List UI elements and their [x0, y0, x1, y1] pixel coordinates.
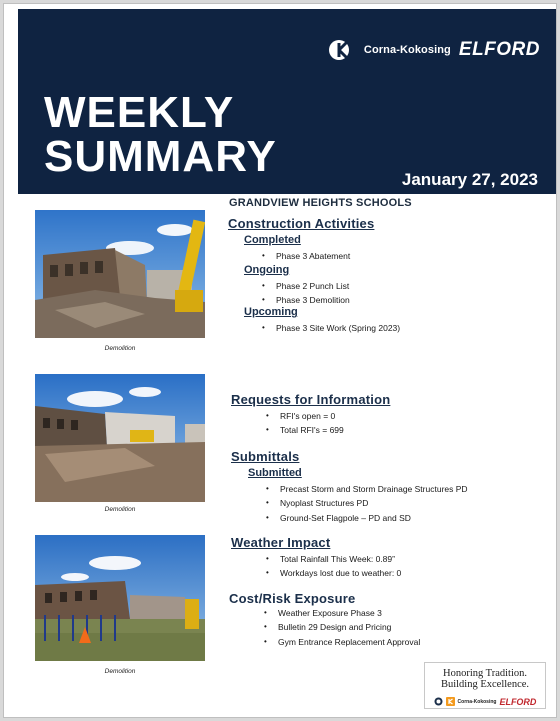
list-item: • Gym Entrance Replacement Approval — [264, 635, 420, 649]
list-item: • Phase 3 Abatement — [262, 249, 350, 263]
weather-list — [266, 552, 401, 581]
header-banner — [18, 9, 557, 194]
list-item: • Nyoplast Structures PD — [266, 496, 468, 510]
school-name: GRANDVIEW HEIGHTS SCHOOLS — [229, 197, 412, 209]
weekly-summary-page — [3, 3, 557, 718]
tagline-logos — [425, 693, 545, 711]
completed-label: Completed — [244, 234, 301, 246]
title-line-2: SUMMARY — [44, 132, 277, 181]
corna-kokosing-logo-icon — [328, 39, 358, 61]
tagline-badge — [424, 662, 546, 709]
cost-risk-heading: Cost/Risk Exposure — [229, 591, 356, 606]
tagline-line-2: Building Excellence. — [440, 679, 530, 690]
rfi-heading: Requests for Information — [231, 392, 391, 407]
corna-kokosing-small-icon — [446, 693, 455, 711]
demolition-photo-1 — [35, 210, 205, 338]
list-item: • Total RFI's = 699 — [266, 423, 344, 437]
rfi-list — [266, 409, 344, 438]
page-title — [44, 88, 277, 181]
list-item: • Precast Storm and Storm Drainage Structures PD — [266, 482, 468, 496]
list-item: • Total Rainfall This Week: 0.89” — [266, 552, 401, 566]
ongoing-list — [262, 279, 350, 308]
completed-list — [262, 249, 350, 263]
tagline-line-1: Honoring Tradition. — [442, 668, 527, 679]
elford-logo: ELFORD — [458, 39, 540, 60]
photo-2-caption: Demolition — [104, 506, 136, 513]
submitted-label: Submitted — [248, 467, 302, 479]
demolition-photo-3 — [35, 535, 205, 661]
list-item: • Bulletin 29 Design and Pricing — [264, 620, 420, 634]
photo-1-caption: Demolition — [104, 345, 136, 352]
company-name: Corna-Kokosing — [363, 44, 451, 56]
upcoming-label: Upcoming — [244, 306, 298, 318]
weather-impact-heading: Weather Impact — [231, 535, 331, 550]
school-seal-icon — [434, 693, 443, 711]
list-item: • Phase 3 Demolition — [262, 293, 350, 307]
elford-small-logo: ELFORD — [499, 697, 537, 707]
construction-activities-heading: Construction Activities — [228, 216, 375, 231]
report-date: January 27, 2023 — [401, 170, 538, 189]
company-name-small: Corna-Kokosing — [457, 699, 497, 705]
photo-3-caption: Demolition — [104, 668, 136, 675]
list-item: • Phase 2 Punch List — [262, 279, 350, 293]
list-item: • RFI's open = 0 — [266, 409, 344, 423]
submittals-list — [266, 482, 468, 525]
demolition-photo-2 — [35, 374, 205, 502]
list-item: • Workdays lost due to weather: 0 — [266, 566, 401, 580]
list-item: • Weather Exposure Phase 3 — [264, 606, 420, 620]
upcoming-list — [262, 321, 400, 335]
title-line-1: WEEKLY — [44, 88, 235, 137]
list-item: • Ground-Set Flagpole – PD and SD — [266, 511, 468, 525]
cost-risk-list — [264, 606, 420, 649]
ongoing-label: Ongoing — [244, 264, 290, 276]
submittals-heading: Submittals — [231, 449, 300, 464]
company-logo — [328, 39, 540, 61]
list-item: • Phase 3 Site Work (Spring 2023) — [262, 321, 400, 335]
